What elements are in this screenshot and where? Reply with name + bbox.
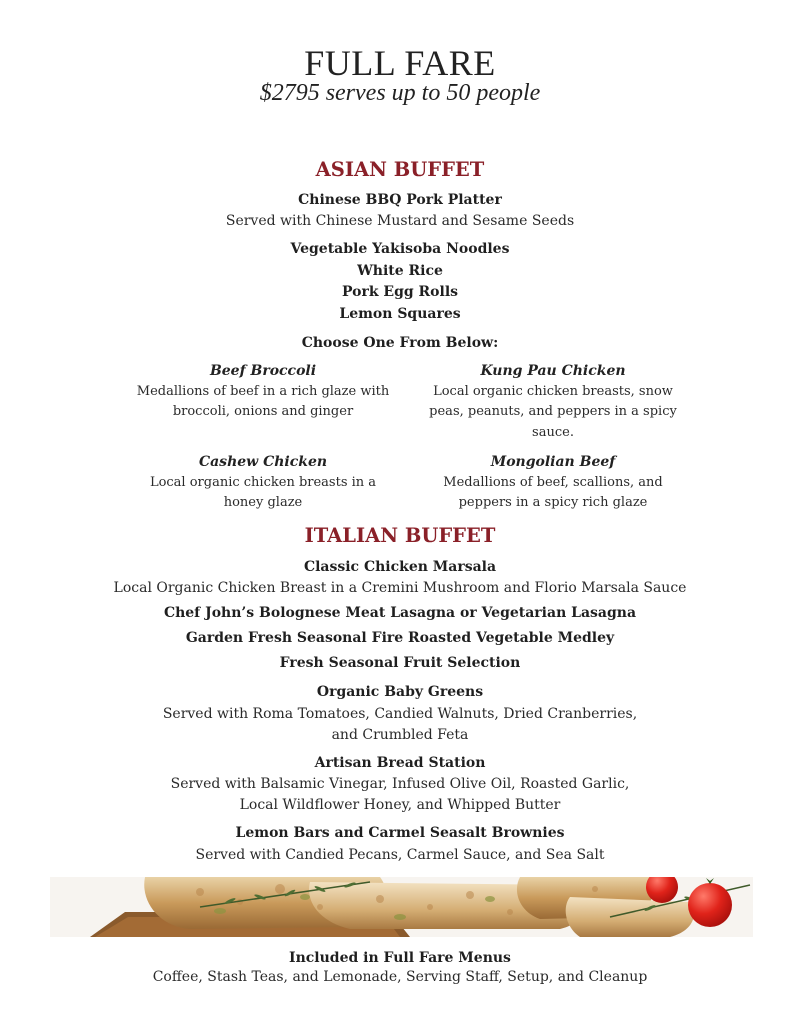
- menu-item: Vegetable Yakisoba Noodles: [290, 241, 510, 257]
- choice-mongolian-beef: [423, 452, 683, 514]
- footer-text: Coffee, Stash Teas, and Lemonade, Serving Staff, Setup, and Cleanup: [152, 969, 648, 985]
- choice-name: Kung Pau Chicken: [480, 363, 626, 379]
- menu-item: Lemon Squares: [339, 306, 461, 322]
- menu-item: Lemon Bars and Carmel Seasalt Brownies: [235, 825, 565, 841]
- asian-buffet-heading: ASIAN BUFFET: [315, 158, 485, 181]
- page-subtitle: $2795 serves up to 50 people: [259, 80, 541, 106]
- choice-beef-broccoli: [133, 361, 393, 423]
- menu-item-description: and Crumbled Feta: [331, 727, 469, 743]
- choice-description: Local organic chicken breasts, snow peas, peanuts, and peppers in a spicy sauce.: [429, 383, 677, 440]
- menu-item-description: Served with Candied Pecans, Carmel Sauce, and Sea Salt: [195, 847, 605, 863]
- choose-one-label: Choose One From Below:: [301, 335, 499, 351]
- menu-item-description: Local Organic Chicken Breast in a Cremini Mushroom and Florio Marsala Sauce: [113, 580, 687, 596]
- choice-name: Cashew Chicken: [198, 454, 328, 470]
- choice-name: Beef Broccoli: [209, 363, 317, 379]
- choice-name: Mongolian Beef: [490, 454, 616, 470]
- menu-item: Organic Baby Greens: [316, 684, 484, 700]
- menu-item-description: Local Wildflower Honey, and Whipped Butter: [239, 797, 561, 813]
- menu-item: Pork Egg Rolls: [341, 284, 459, 300]
- menu-item: Artisan Bread Station: [314, 755, 486, 771]
- choice-cashew-chicken: [133, 452, 393, 514]
- menu-item: Classic Chicken Marsala: [303, 559, 497, 575]
- footer-heading: Included in Full Fare Menus: [289, 950, 511, 966]
- choice-description: Medallions of beef in a rich glaze with broccoli, onions and ginger: [136, 383, 390, 419]
- menu-item-description: Served with Chinese Mustard and Sesame Seeds: [225, 213, 575, 229]
- menu-item: Chef John’s Bolognese Meat Lasagna or Vegetarian Lasagna: [163, 605, 637, 621]
- menu-item-description: Served with Balsamic Vinegar, Infused Olive Oil, Roasted Garlic,: [170, 776, 630, 792]
- bread-and-tomato-photo: [50, 877, 753, 937]
- choice-description: Local organic chicken breasts in a honey glaze: [149, 474, 377, 510]
- bread-image: [50, 877, 753, 937]
- choice-description: Medallions of beef, scallions, and peppers in a spicy rich glaze: [443, 474, 663, 510]
- italian-buffet-heading: ITALIAN BUFFET: [304, 524, 496, 547]
- menu-item-description: Served with Roma Tomatoes, Candied Walnuts, Dried Cranberries,: [162, 706, 638, 722]
- menu-item: Fresh Seasonal Fruit Selection: [279, 655, 521, 671]
- menu-item: Chinese BBQ Pork Platter: [298, 192, 502, 208]
- menu-item: White Rice: [357, 263, 443, 279]
- page-title: FULL FARE: [304, 43, 496, 83]
- menu-item: Garden Fresh Seasonal Fire Roasted Vegetable Medley: [185, 630, 615, 646]
- choice-kung-pau-chicken: [423, 361, 683, 443]
